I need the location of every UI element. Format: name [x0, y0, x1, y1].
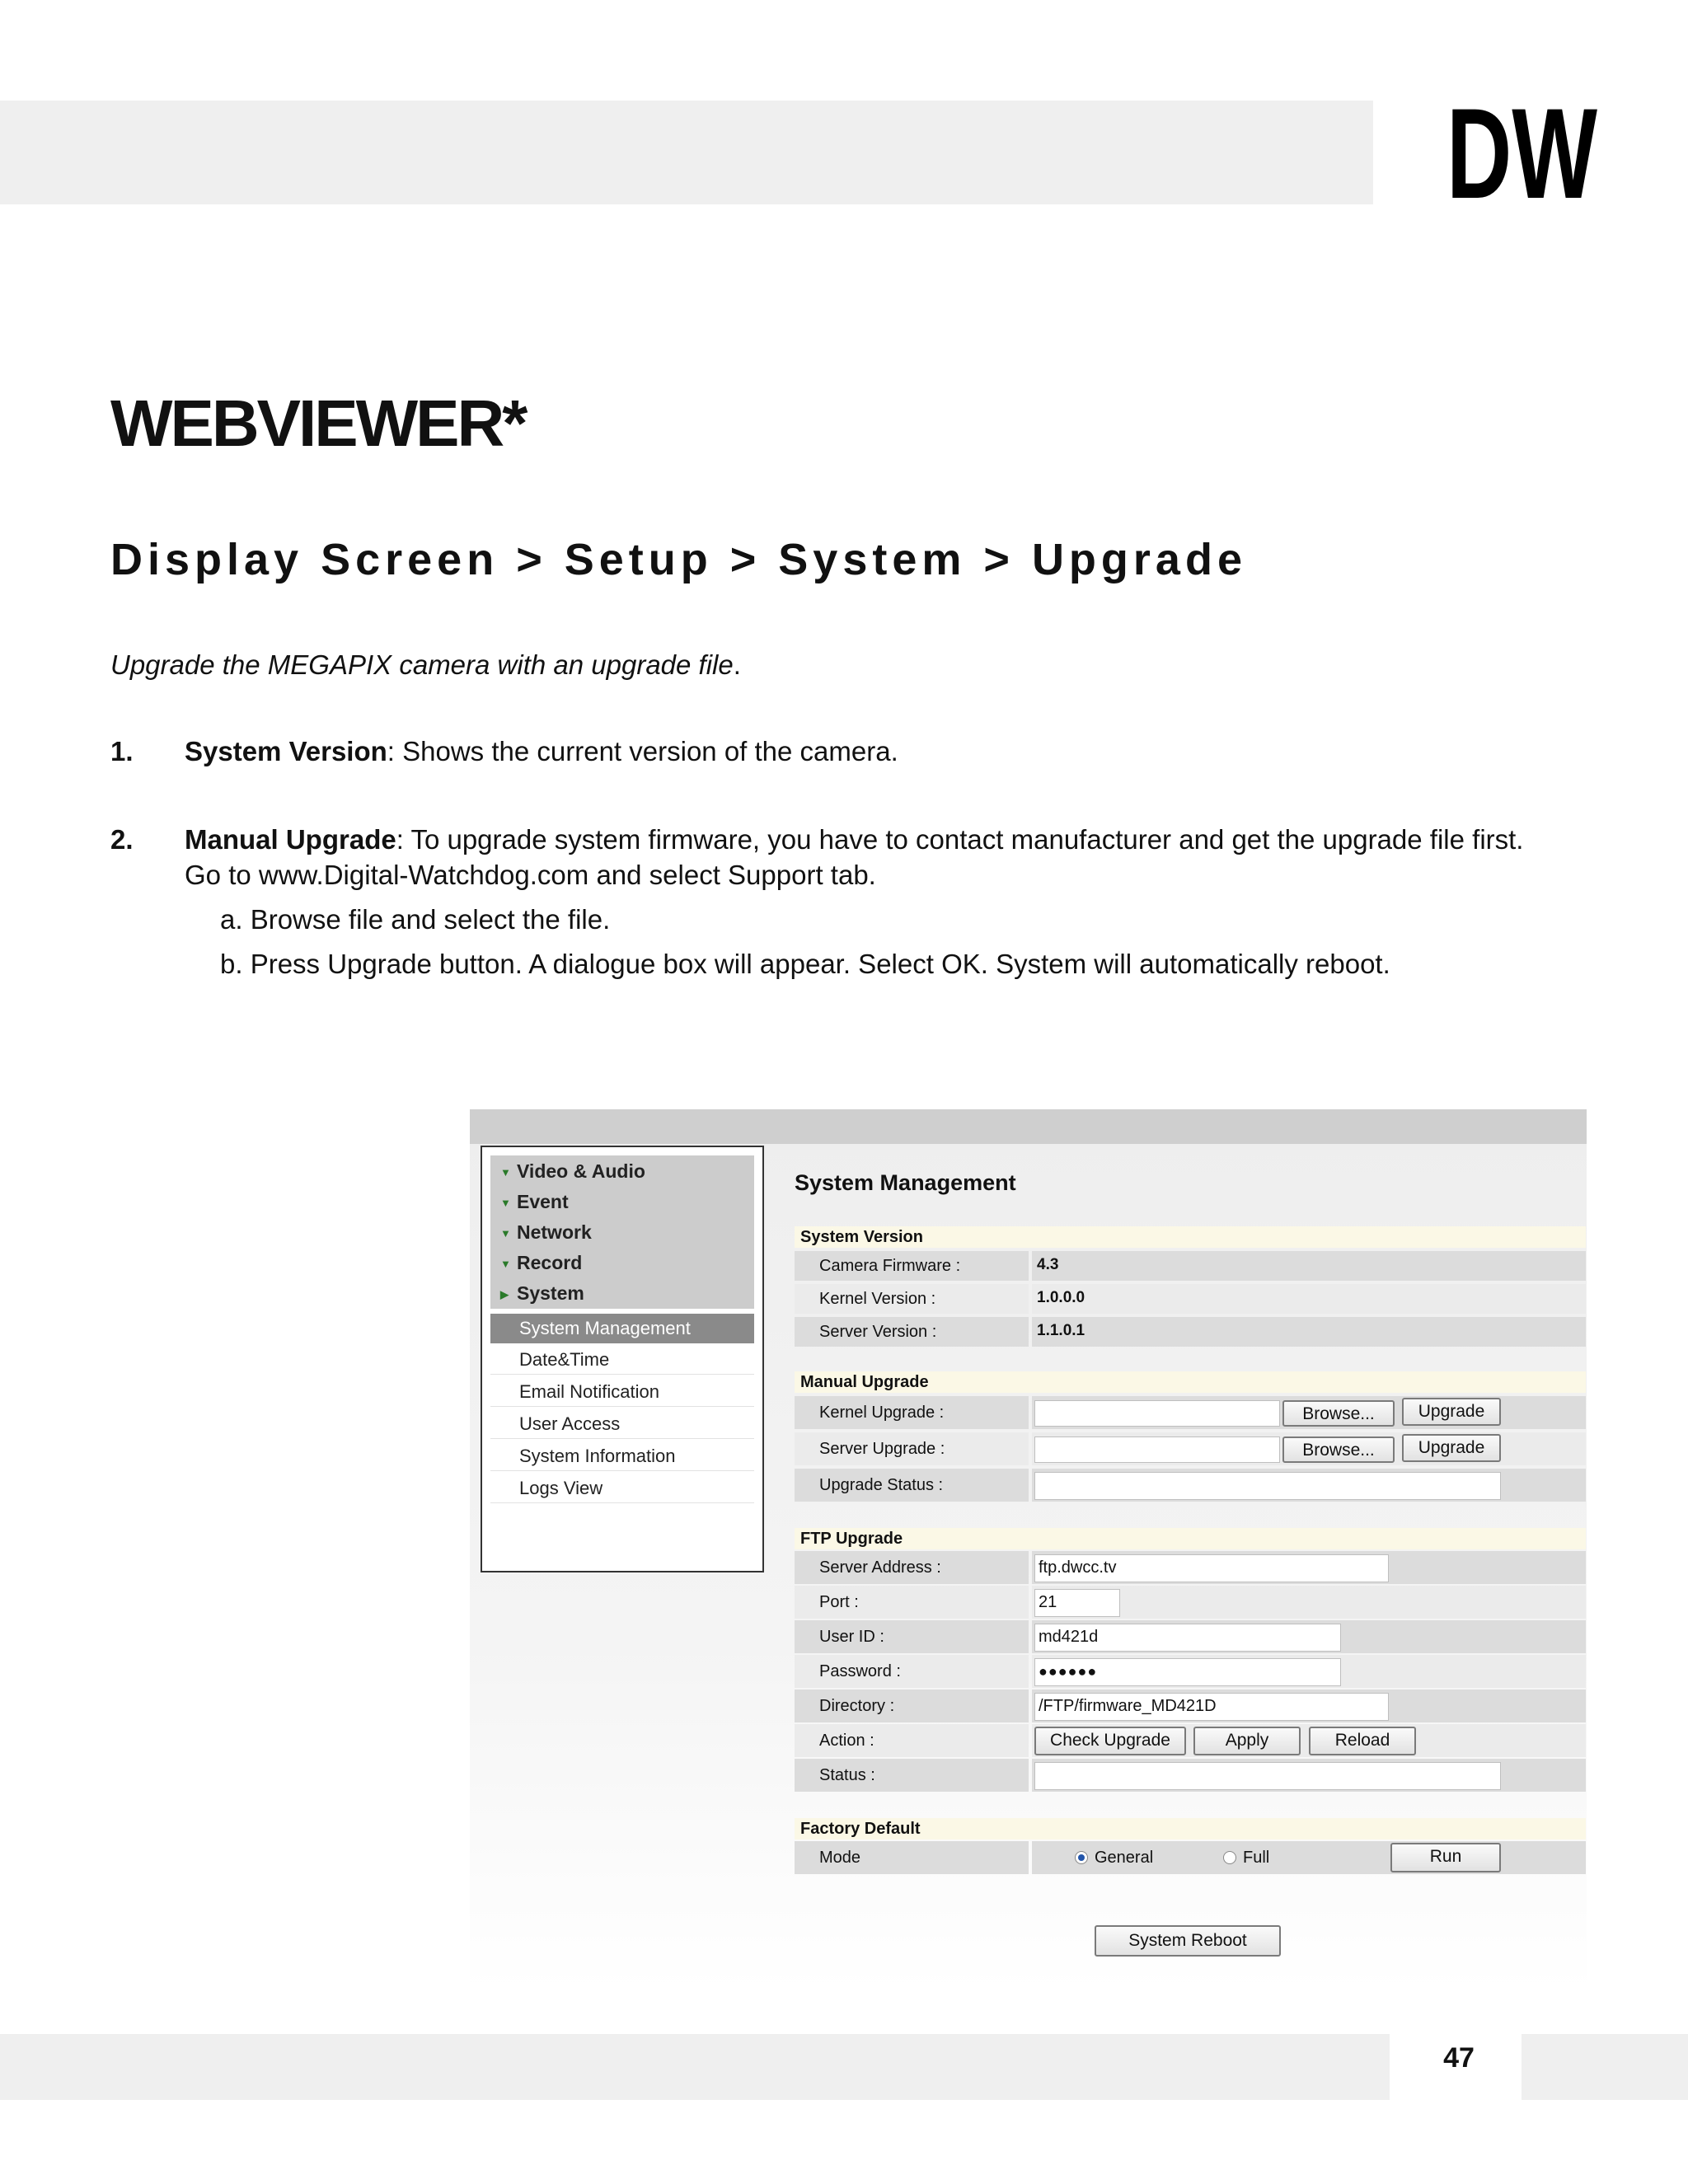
expand-arrow-icon: ▼	[500, 1197, 511, 1210]
menu-item-logs-view[interactable]: Logs View	[490, 1474, 754, 1503]
directory-input[interactable]: /FTP/firmware_MD421D	[1034, 1693, 1389, 1721]
section-system-version: System Version	[795, 1226, 1586, 1248]
breadcrumb: Display Screen > Setup > System > Upgrade	[110, 535, 1247, 584]
row-server-address: Server Address : ftp.dwcc.tv	[795, 1551, 1586, 1584]
menu-item-user-access[interactable]: User Access	[490, 1409, 754, 1439]
run-button[interactable]: Run	[1390, 1843, 1501, 1872]
menu-event[interactable]: ▼ Event	[500, 1191, 569, 1212]
menu-system[interactable]: ▶ System	[500, 1282, 584, 1304]
substep-a: a. Browse file and select the file.	[220, 904, 611, 935]
dw-logo	[1447, 82, 1599, 226]
section-manual-upgrade: Manual Upgrade	[795, 1371, 1586, 1393]
webviewer-screenshot	[470, 1109, 1587, 1991]
menu-item-system-management[interactable]: System Management	[490, 1314, 754, 1343]
apply-button[interactable]: Apply	[1193, 1727, 1301, 1755]
expand-arrow-icon: ▼	[500, 1258, 511, 1271]
menu-item-date-time[interactable]: Date&Time	[490, 1345, 754, 1375]
substep-b: b. Press Upgrade button. A dialogue box will appear. Select OK. System will automatically reboot.	[220, 949, 1390, 979]
port-input[interactable]: 21	[1034, 1589, 1120, 1617]
svg-text:DW: DW	[1447, 82, 1598, 226]
ftp-status-field	[1034, 1762, 1501, 1790]
footer-band-right	[1522, 2034, 1688, 2100]
menu-video-audio[interactable]: ▼ Video & Audio	[500, 1160, 645, 1182]
row-server-upgrade: Server Upgrade : Browse... Upgrade	[795, 1432, 1586, 1465]
row-server-version: Server Version : 1.1.0.1	[795, 1317, 1586, 1347]
row-user-id: User ID : md421d	[795, 1620, 1586, 1653]
expand-arrow-icon: ▼	[500, 1166, 511, 1179]
row-camera-firmware: Camera Firmware : 4.3	[795, 1251, 1586, 1281]
server-address-input[interactable]: ftp.dwcc.tv	[1034, 1554, 1389, 1582]
kernel-version-value: 1.0.0.0	[1037, 1289, 1085, 1306]
server-version-value: 1.1.0.1	[1037, 1322, 1085, 1339]
screenshot-top-bar	[470, 1109, 1587, 1144]
section-ftp-upgrade: FTP Upgrade	[795, 1528, 1586, 1549]
radio-full-label: Full	[1243, 1849, 1270, 1867]
check-upgrade-button[interactable]: Check Upgrade	[1034, 1727, 1186, 1755]
upgrade-status-field	[1034, 1472, 1501, 1500]
menu-sections	[490, 1155, 754, 1309]
page-number: 47	[1443, 2042, 1475, 2074]
kernel-upgrade-file-input[interactable]	[1034, 1400, 1280, 1427]
collapse-arrow-icon: ▶	[500, 1287, 509, 1301]
server-browse-button[interactable]: Browse...	[1282, 1436, 1395, 1463]
row-ftp-status: Status :	[795, 1759, 1586, 1792]
user-id-input[interactable]: md421d	[1034, 1624, 1341, 1652]
row-port: Port : 21	[795, 1586, 1586, 1619]
password-input[interactable]: ●●●●●●	[1034, 1658, 1341, 1686]
radio-general-label: General	[1095, 1849, 1154, 1867]
step2-line2: Go to www.Digital-Watchdog.com and select Support tab.	[185, 860, 876, 890]
menu-item-email-notification[interactable]: Email Notification	[490, 1377, 754, 1407]
server-upgrade-button[interactable]: Upgrade	[1402, 1434, 1501, 1462]
header-band	[0, 101, 1373, 204]
row-kernel-upgrade: Kernel Upgrade : Browse... Upgrade	[795, 1396, 1586, 1429]
setup-menu	[481, 1146, 764, 1572]
row-directory: Directory : /FTP/firmware_MD421D	[795, 1690, 1586, 1722]
system-reboot-button[interactable]: System Reboot	[1095, 1925, 1281, 1957]
camera-firmware-value: 4.3	[1037, 1256, 1059, 1273]
menu-record[interactable]: ▼ Record	[500, 1252, 583, 1273]
footer-band-left	[0, 2034, 1390, 2100]
kernel-upgrade-button[interactable]: Upgrade	[1402, 1398, 1501, 1426]
kernel-browse-button[interactable]: Browse...	[1282, 1400, 1395, 1427]
menu-item-system-information[interactable]: System Information	[490, 1441, 754, 1471]
radio-full[interactable]	[1223, 1851, 1236, 1864]
server-upgrade-file-input[interactable]	[1034, 1436, 1280, 1463]
row-mode: Mode General Full Run	[795, 1841, 1586, 1874]
menu-network[interactable]: ▼ Network	[500, 1221, 592, 1243]
row-action: Action : Check Upgrade Apply Reload	[795, 1724, 1586, 1757]
row-kernel-version: Kernel Version : 1.0.0.0	[795, 1284, 1586, 1314]
radio-general[interactable]	[1075, 1851, 1088, 1864]
intro-text: Upgrade the MEGAPIX camera with an upgrade file.	[110, 649, 741, 680]
row-upgrade-status: Upgrade Status :	[795, 1469, 1586, 1502]
page-title: WEBVIEWER*	[110, 387, 526, 460]
expand-arrow-icon: ▼	[500, 1227, 511, 1240]
row-password: Password : ●●●●●●	[795, 1655, 1586, 1688]
reload-button[interactable]: Reload	[1309, 1727, 1416, 1755]
section-factory-default: Factory Default	[795, 1818, 1586, 1840]
panel-title: System Management	[795, 1170, 1016, 1195]
